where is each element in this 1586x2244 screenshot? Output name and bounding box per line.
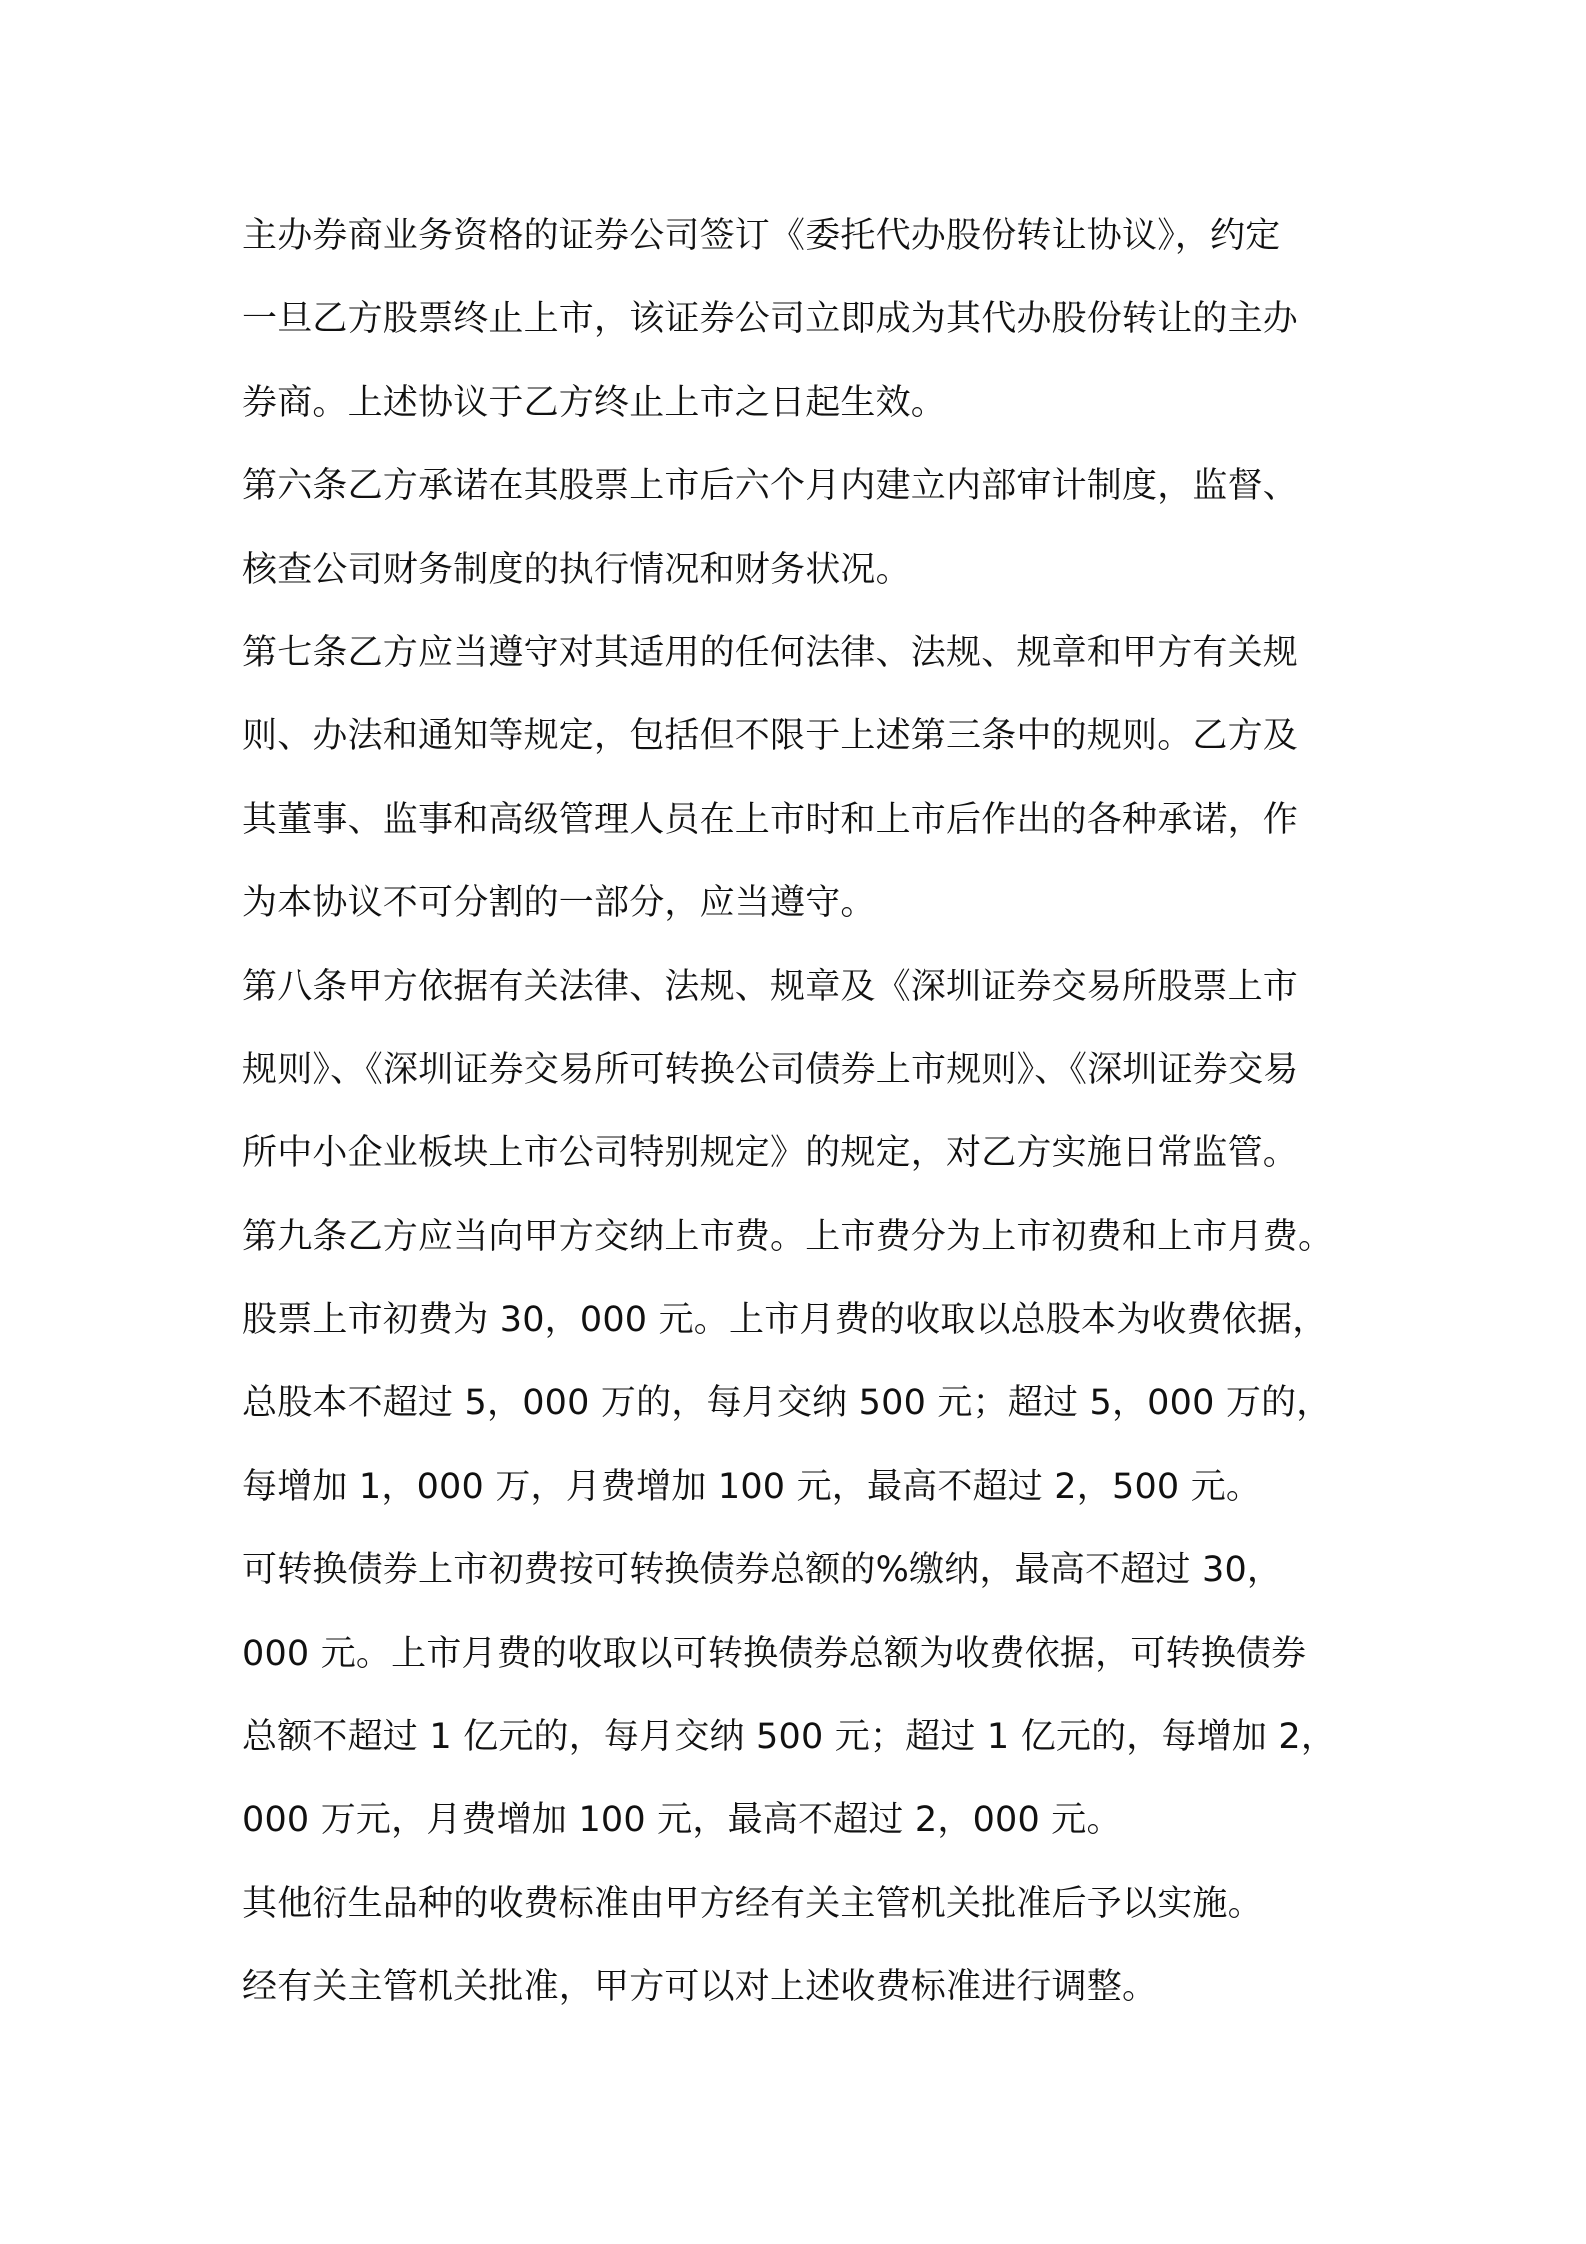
text-line: 主办券商业务资格的证券公司签订《委托代办股份转让协议》，约定 [242,216,1281,256]
text-line: 股票上市初费为 30，000 元。上市月费的收取以总股本为收费依据， [242,1300,1328,1341]
text-line: 所中小企业板块上市公司特别规定》的规定，对乙方实施日常监管。 [242,1133,1299,1174]
text-line: 核查公司财务制度的执行情况和财务状况。 [242,549,911,590]
text-line: 一旦乙方股票终止上市，该证券公司立即成为其代办股份转让的主办 [242,299,1299,340]
text-line: 其董事、监事和高级管理人员在上市时和上市后作出的各种承诺，作 [242,799,1299,840]
text-line: 000 万元，月费增加 100 元，最高不超过 2，000 元。 [242,1800,1122,1841]
document-body [242,195,1367,2030]
article-8-line: 第八条甲方依据有关法律、法规、规章及《深圳证券交易所股票上市 [242,966,1299,1007]
text-line: 000 元。上市月费的收取以可转换债券总额为收费依据，可转换债券 [242,1633,1307,1674]
text-line: 经有关主管机关批准，甲方可以对上述收费标准进行调整。 [242,1967,1158,2008]
text-line: 总额不超过 1 亿元的，每月交纳 500 元；超过 1 亿元的，每增加 2， [242,1717,1337,1758]
text-line: 券商。上述协议于乙方终止上市之日起生效。 [242,382,947,423]
article-7-line: 第七条乙方应当遵守对其适用的任何法律、法规、规章和甲方有关规 [242,632,1299,673]
text-line: 则、办法和通知等规定，包括但不限于上述第三条中的规则。乙方及 [242,716,1299,757]
text-line: 总股本不超过 5，000 万的，每月交纳 500 元；超过 5，000 万的， [242,1383,1332,1424]
article-9-line: 第九条乙方应当向甲方交纳上市费。上市费分为上市初费和上市月费。 [242,1216,1334,1257]
text-line: 为本协议不可分割的一部分，应当遵守。 [242,883,876,924]
text-line: 可转换债券上市初费按可转换债券总额的%缴纳，最高不超过 30， [242,1550,1283,1591]
text-line: 每增加 1，000 万，月费增加 100 元，最高不超过 2，500 元。 [242,1466,1262,1507]
text-line: 规则》、《深圳证券交易所可转换公司债券上市规则》、《深圳证券交易 [242,1049,1299,1090]
text-line: 其他衍生品种的收费标准由甲方经有关主管机关批准后予以实施。 [242,1883,1263,1924]
article-6-line: 第六条乙方承诺在其股票上市后六个月内建立内部审计制度，监督、 [242,466,1299,507]
